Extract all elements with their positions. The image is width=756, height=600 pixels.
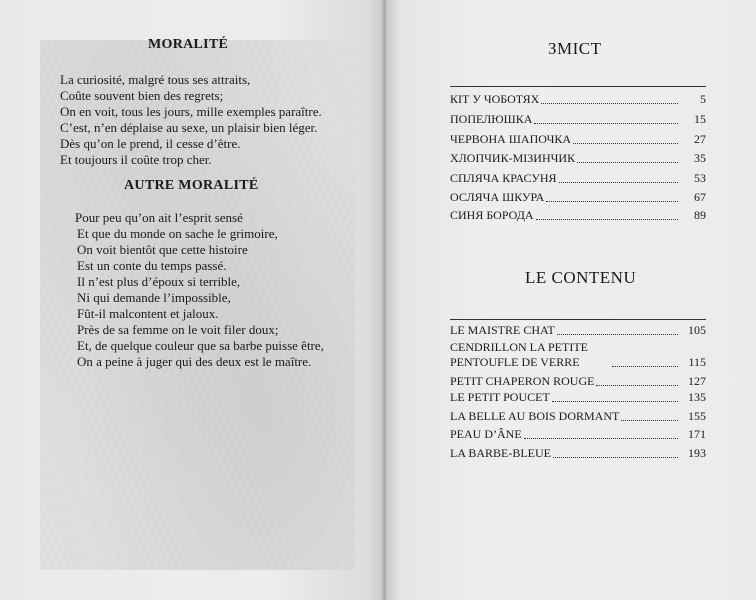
ukr-contents-title: ЗМІСТ xyxy=(548,39,602,58)
toc-title: LE MAISTRE CHAT xyxy=(450,323,555,337)
toc-page-number: 89 xyxy=(694,208,706,222)
poem-line: Et toujours il coûte trop cher. xyxy=(60,152,212,167)
dot-leader xyxy=(559,182,679,183)
dot-leader xyxy=(557,334,678,335)
poem-line: Fût-il malcontent et jaloux. xyxy=(77,306,219,321)
toc-title: PEAU D’ÂNE xyxy=(450,427,522,441)
toc-page-number: 127 xyxy=(688,374,706,388)
poem-line: Et que du monde on sache le grimoire, xyxy=(77,226,278,241)
poem-line: On voit bientôt que cette histoire xyxy=(77,242,248,257)
fr-contents-title: LE CONTENU xyxy=(525,268,637,287)
ukr-contents-rule xyxy=(450,86,706,87)
toc-page-number: 193 xyxy=(688,446,706,460)
toc-page-number: 155 xyxy=(688,409,706,423)
toc-title: CENDRILLON LA PETITE PENTOUFLE DE VERRE xyxy=(450,340,588,369)
other-moral-title: AUTRE MORALITÉ xyxy=(124,178,259,193)
poem-line: Dès qu’on le prend, il cesse d’être. xyxy=(60,136,241,151)
poem-line: La curiosité, malgré tous ses attraits, xyxy=(60,72,251,87)
toc-row xyxy=(450,205,706,223)
toc-row xyxy=(450,406,706,424)
toc-page-number: 105 xyxy=(688,323,706,337)
toc-row xyxy=(450,443,706,461)
toc-title: LE PETIT POUCET xyxy=(450,390,550,404)
toc-row xyxy=(450,109,706,127)
toc-row xyxy=(450,320,706,338)
poem-line: Est un conte du temps passé. xyxy=(77,258,227,273)
dot-leader xyxy=(612,366,678,367)
toc-title: ПОПЕЛЮШКА xyxy=(450,112,533,126)
toc-title: LA BELLE AU BOIS DORMANT xyxy=(450,409,620,423)
toc-page-number: 135 xyxy=(688,390,706,404)
toc-title: PETIT CHAPERON ROUGE xyxy=(450,374,595,388)
dot-leader xyxy=(621,420,678,421)
dot-leader xyxy=(546,201,678,202)
poem-line: On a peine à juger qui des deux est le maître. xyxy=(77,354,312,369)
dot-leader xyxy=(524,438,678,439)
poem-line: Il n’est plus d’époux si terrible, xyxy=(77,274,241,289)
toc-page-number: 67 xyxy=(694,190,706,204)
poem-line: Ni qui demande l’impossible, xyxy=(77,290,231,305)
toc-page-number: 35 xyxy=(694,151,706,165)
dot-leader xyxy=(553,457,678,458)
poem-line: Près de sa femme on le voit filer doux; xyxy=(77,322,279,337)
toc-title: СПЛЯЧА КРАСУНЯ xyxy=(450,171,557,185)
toc-page-number: 27 xyxy=(694,132,706,146)
toc-title: СИНЯ БОРОДА xyxy=(450,208,534,222)
toc-title: LA BARBE-BLEUE xyxy=(450,446,551,460)
toc-title: КІТ У ЧОБОТЯХ xyxy=(450,92,540,106)
toc-row xyxy=(450,148,706,166)
dot-leader xyxy=(552,401,678,402)
dot-leader xyxy=(541,103,678,104)
toc-title: ХЛОПЧИК-МІЗИНЧИК xyxy=(450,151,576,165)
toc-page-number: 15 xyxy=(694,112,706,126)
toc-row xyxy=(450,424,706,442)
poem-line: Coûte souvent bien des regrets; xyxy=(60,88,224,103)
dot-leader xyxy=(596,385,678,386)
toc-row xyxy=(450,187,706,205)
toc-page-number: 53 xyxy=(694,171,706,185)
toc-row xyxy=(450,387,706,405)
toc-page-number: 171 xyxy=(688,427,706,441)
toc-page-number: 115 xyxy=(688,355,706,369)
dot-leader xyxy=(577,162,678,163)
toc-title: ОСЛЯЧА ШКУРА xyxy=(450,190,545,204)
toc-title: ЧЕРВОНА ШАПОЧКА xyxy=(450,132,572,146)
poem-line: Pour peu qu’on ait l’esprit sensé xyxy=(75,210,243,225)
toc-row xyxy=(450,338,706,370)
dot-leader xyxy=(573,143,678,144)
toc-row xyxy=(450,168,706,186)
dot-leader xyxy=(536,219,678,220)
toc-page-number: 5 xyxy=(700,92,706,106)
moral-title: MORALITÉ xyxy=(148,37,229,52)
dot-leader xyxy=(534,123,678,124)
poem-line: Et, de quelque couleur que sa barbe puisse être, xyxy=(77,338,324,353)
poem-line: On en voit, tous les jours, mille exemples paraître. xyxy=(60,104,322,119)
toc-row xyxy=(450,129,706,147)
poem-line: C’est, n’en déplaise au sexe, un plaisir bien léger. xyxy=(60,120,318,135)
toc-row xyxy=(450,89,706,107)
